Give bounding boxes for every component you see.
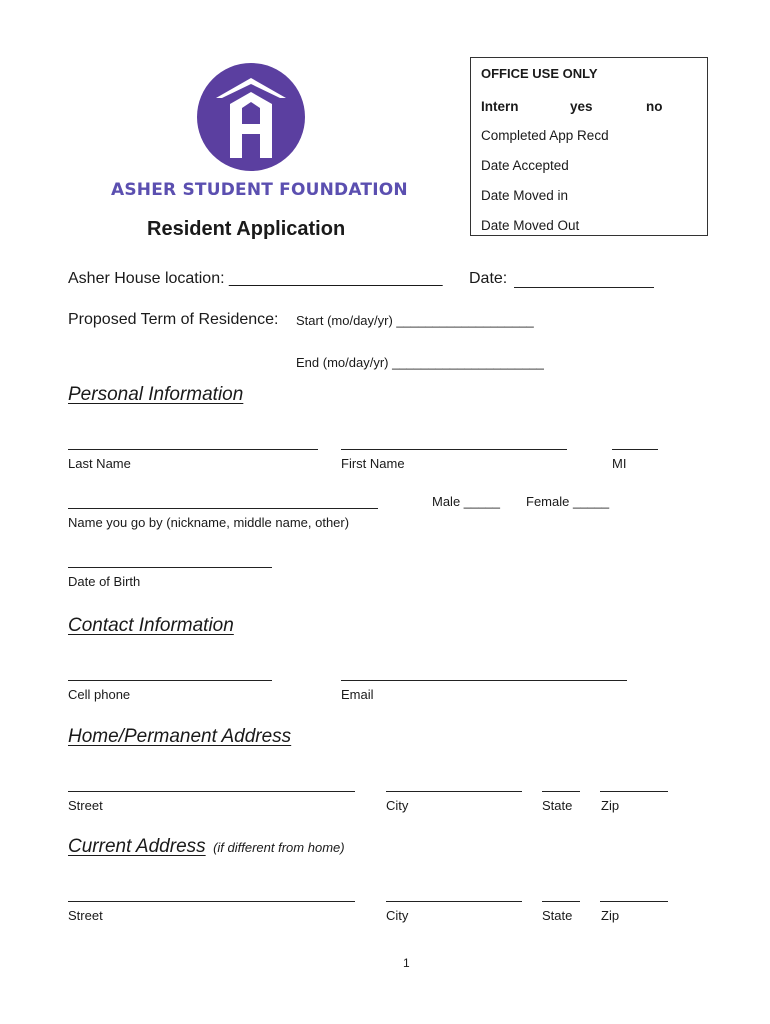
- nickname-label: Name you go by (nickname, middle name, other): [68, 515, 350, 530]
- office-use-box: [470, 57, 708, 236]
- date-of-birth-label: Date of Birth: [68, 574, 141, 589]
- form-title: Resident Application: [147, 218, 346, 240]
- intern-no-option[interactable]: no: [646, 99, 663, 114]
- term-end-field[interactable]: End (mo/day/yr) _____________________: [296, 355, 544, 370]
- male-field[interactable]: Male _____: [432, 494, 500, 509]
- current-state-label: State: [542, 908, 573, 923]
- email-label: Email: [341, 687, 374, 702]
- nickname-field[interactable]: [68, 508, 378, 509]
- cell-phone-label: Cell phone: [68, 687, 131, 702]
- current-address-note: (if different from home): [213, 840, 345, 855]
- date-moved-in-label: Date Moved in: [481, 188, 569, 203]
- completed-app-recd-label: Completed App Recd: [481, 128, 609, 143]
- current-zip-label: Zip: [601, 908, 620, 923]
- term-start-field[interactable]: Start (mo/day/yr) ___________________: [296, 313, 534, 328]
- date-accepted-label: Date Accepted: [481, 158, 569, 173]
- contact-information-heading: Contact Information: [68, 615, 234, 636]
- female-field[interactable]: Female _____: [526, 494, 610, 509]
- page-number: 1: [403, 956, 410, 970]
- current-street-label: Street: [68, 908, 103, 923]
- intern-label: Intern: [481, 99, 519, 114]
- logo-emblem-icon: [196, 62, 306, 172]
- date-label: Date:: [469, 270, 508, 287]
- home-city-label: City: [386, 798, 409, 813]
- date-field[interactable]: [514, 287, 654, 288]
- home-state-label: State: [542, 798, 573, 813]
- foundation-logo: [196, 62, 306, 172]
- organization-name: ASHER STUDENT FOUNDATION: [111, 180, 408, 200]
- home-address-heading: Home/Permanent Address: [68, 726, 292, 747]
- current-state-field[interactable]: [542, 901, 580, 902]
- intern-yes-option[interactable]: yes: [570, 99, 593, 114]
- current-address-heading-row: [68, 836, 345, 858]
- mi-field[interactable]: [612, 449, 658, 450]
- cell-phone-field[interactable]: [68, 680, 272, 681]
- term-of-residence-label: Proposed Term of Residence:: [68, 311, 279, 328]
- home-zip-label: Zip: [601, 798, 620, 813]
- current-zip-field[interactable]: [600, 901, 668, 902]
- date-of-birth-field[interactable]: [68, 567, 272, 568]
- first-name-field[interactable]: [341, 449, 567, 450]
- last-name-label: Last Name: [68, 456, 131, 471]
- mi-label: MI: [612, 456, 627, 471]
- home-zip-field[interactable]: [600, 791, 668, 792]
- home-city-field[interactable]: [386, 791, 522, 792]
- current-street-field[interactable]: [68, 901, 355, 902]
- email-field[interactable]: [341, 680, 627, 681]
- current-city-label: City: [386, 908, 409, 923]
- first-name-label: First Name: [341, 456, 405, 471]
- current-city-field[interactable]: [386, 901, 522, 902]
- date-moved-out-label: Date Moved Out: [481, 218, 580, 233]
- home-street-field[interactable]: [68, 791, 355, 792]
- last-name-field[interactable]: [68, 449, 318, 450]
- home-street-label: Street: [68, 798, 103, 813]
- home-state-field[interactable]: [542, 791, 580, 792]
- personal-information-heading: Personal Information: [68, 384, 244, 405]
- office-use-title: OFFICE USE ONLY: [481, 66, 598, 81]
- current-address-heading: Current Address: [68, 836, 206, 857]
- house-location-field[interactable]: Asher House location: ________________________: [68, 270, 443, 287]
